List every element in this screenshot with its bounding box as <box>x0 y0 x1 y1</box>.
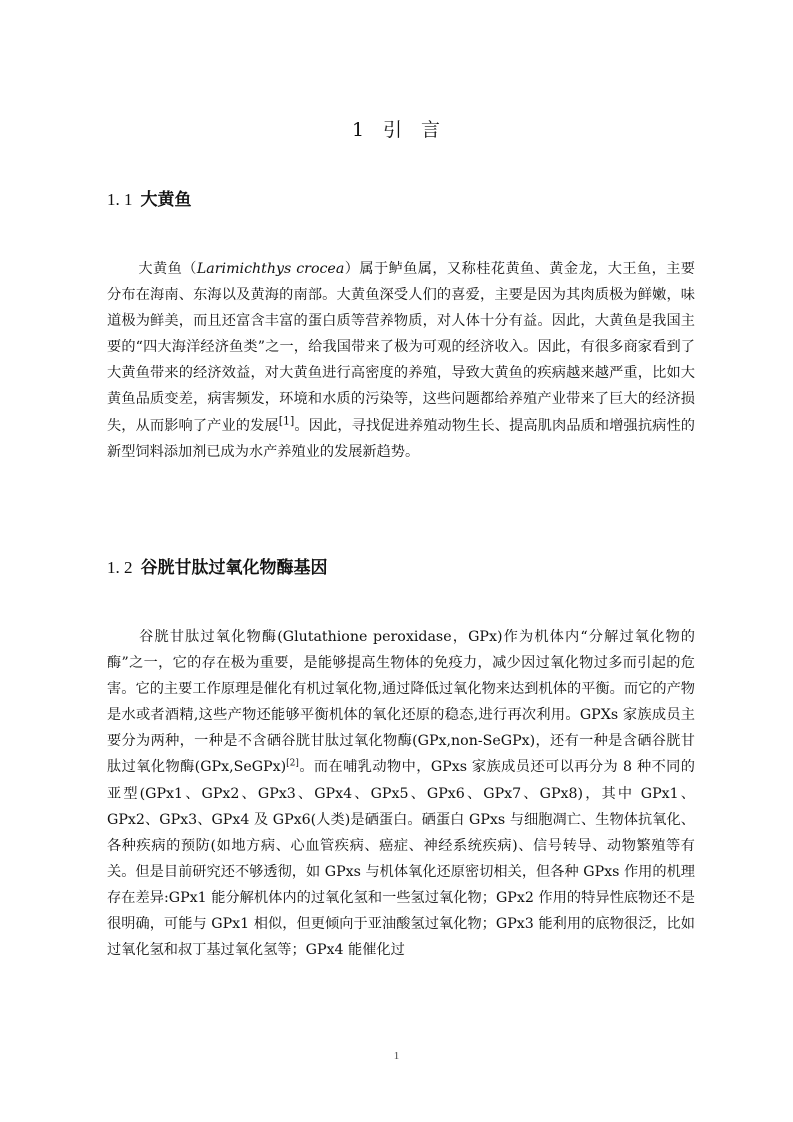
paragraph-text: 。而在哺乳动物中，GPxs 家族成员还可以再分为 8 种不同的亚型(GPx1、GPx2、GPx3、GPx4、GPx5、GPx6、GPx7、GPx8)，其中 GPx1、GPx2、GPx3、GPx4 及 GPx6(人类)是硒蛋白。硒蛋白 GPxs 与细胞凋亡、生物体抗氧化、各种疾病的预防(如地方病、心血管疾病、癌症、神经系统疾病)、信号转导、动物繁殖等有关。但是目前研究还不够透彻，如 GPxs 与机体氧化还原密切相关，但各种 GPxs 作用的机理存在差异:GPx1 能分解机体内的过氧化氢和一些氢过氧化物；GPx2 作用的特异性底物还不是很明确，可能与 GPx1 相似，但更倾向于亚油酸氢过氧化物；GPx3 能利用的底物很泛，比如过氧化氢和叔丁基过氧化氢等；GPx4 能催化过 <box>107 759 695 959</box>
section-number: 1. 1 <box>107 190 133 209</box>
chapter-title <box>0 116 793 144</box>
chapter-title-char-2: 言 <box>421 119 442 141</box>
citation-ref: [2] <box>286 758 299 769</box>
section-1-1-paragraph <box>107 256 695 465</box>
section-number: 1. 2 <box>107 558 133 577</box>
section-title: 谷胱甘肽过氧化物酶基因 <box>140 558 328 578</box>
paragraph-text: 。因此，寻找促进养殖动物生长、提高肌肉品质和增强抗病性的新型饲料添加剂已成为水产养殖业的发展新趋势。 <box>107 417 695 460</box>
paragraph-text: ）属于鲈鱼属，又称桂花黄鱼、黄金龙，大王鱼，主要分布在海南、东海以及黄海的南部。大黄鱼深受人们的喜爱，主要是因为其肉质极为鲜嫩，味道极为鲜美，而且还富含丰富的蛋白质等营养物质，对人体十分有益。因此，大黄鱼是我国主要的“四大海洋经济鱼类”之一，给我国带来了极为可观的经济收入。因此，有很多商家看到了大黄鱼带来的经济效益，对大黄鱼进行高密度的养殖，导致大黄鱼的疾病越来越严重，比如大黄鱼品质变差，病害频发，环境和水质的污染等，这些问题都给养殖产业带来了巨大的经济损失，从而影响了产业的发展 <box>107 261 695 434</box>
section-heading-1-1 <box>107 188 192 212</box>
section-heading-1-2 <box>107 556 328 580</box>
section-title: 大黄鱼 <box>140 190 192 210</box>
paragraph-text: 谷胱甘肽过氧化物酶(Glutathione peroxidase，GPx)作为机体内“分解过氧化物的酶”之一，它的存在极为重要，是能够提高生物体的免疫力，减少因过氧化物过多而引起的危害。它的主要工作原理是催化有机过氧化物,通过降低过氧化物来达到机体的平衡。而它的产物是水或者酒精,这些产物还能够平衡机体的氧化还原的稳态,进行再次利用。GPXs 家族成员主要分为两种，一种是不含硒谷胱甘肽过氧化物酶(GPx,non-SeGPx)，还有一种是含硒谷胱甘肽过氧化物酶(GPx,SeGPx) <box>107 629 695 776</box>
chapter-title-char-1: 引 <box>383 119 404 141</box>
citation-ref: [1] <box>278 413 295 427</box>
paragraph-text: 大黄鱼（ <box>138 261 197 277</box>
latin-species-name: Larimichthys crocea <box>196 261 345 277</box>
section-1-2-paragraph <box>107 624 695 963</box>
chapter-number: 1 <box>351 119 366 141</box>
page-number: 1 <box>393 1050 400 1062</box>
